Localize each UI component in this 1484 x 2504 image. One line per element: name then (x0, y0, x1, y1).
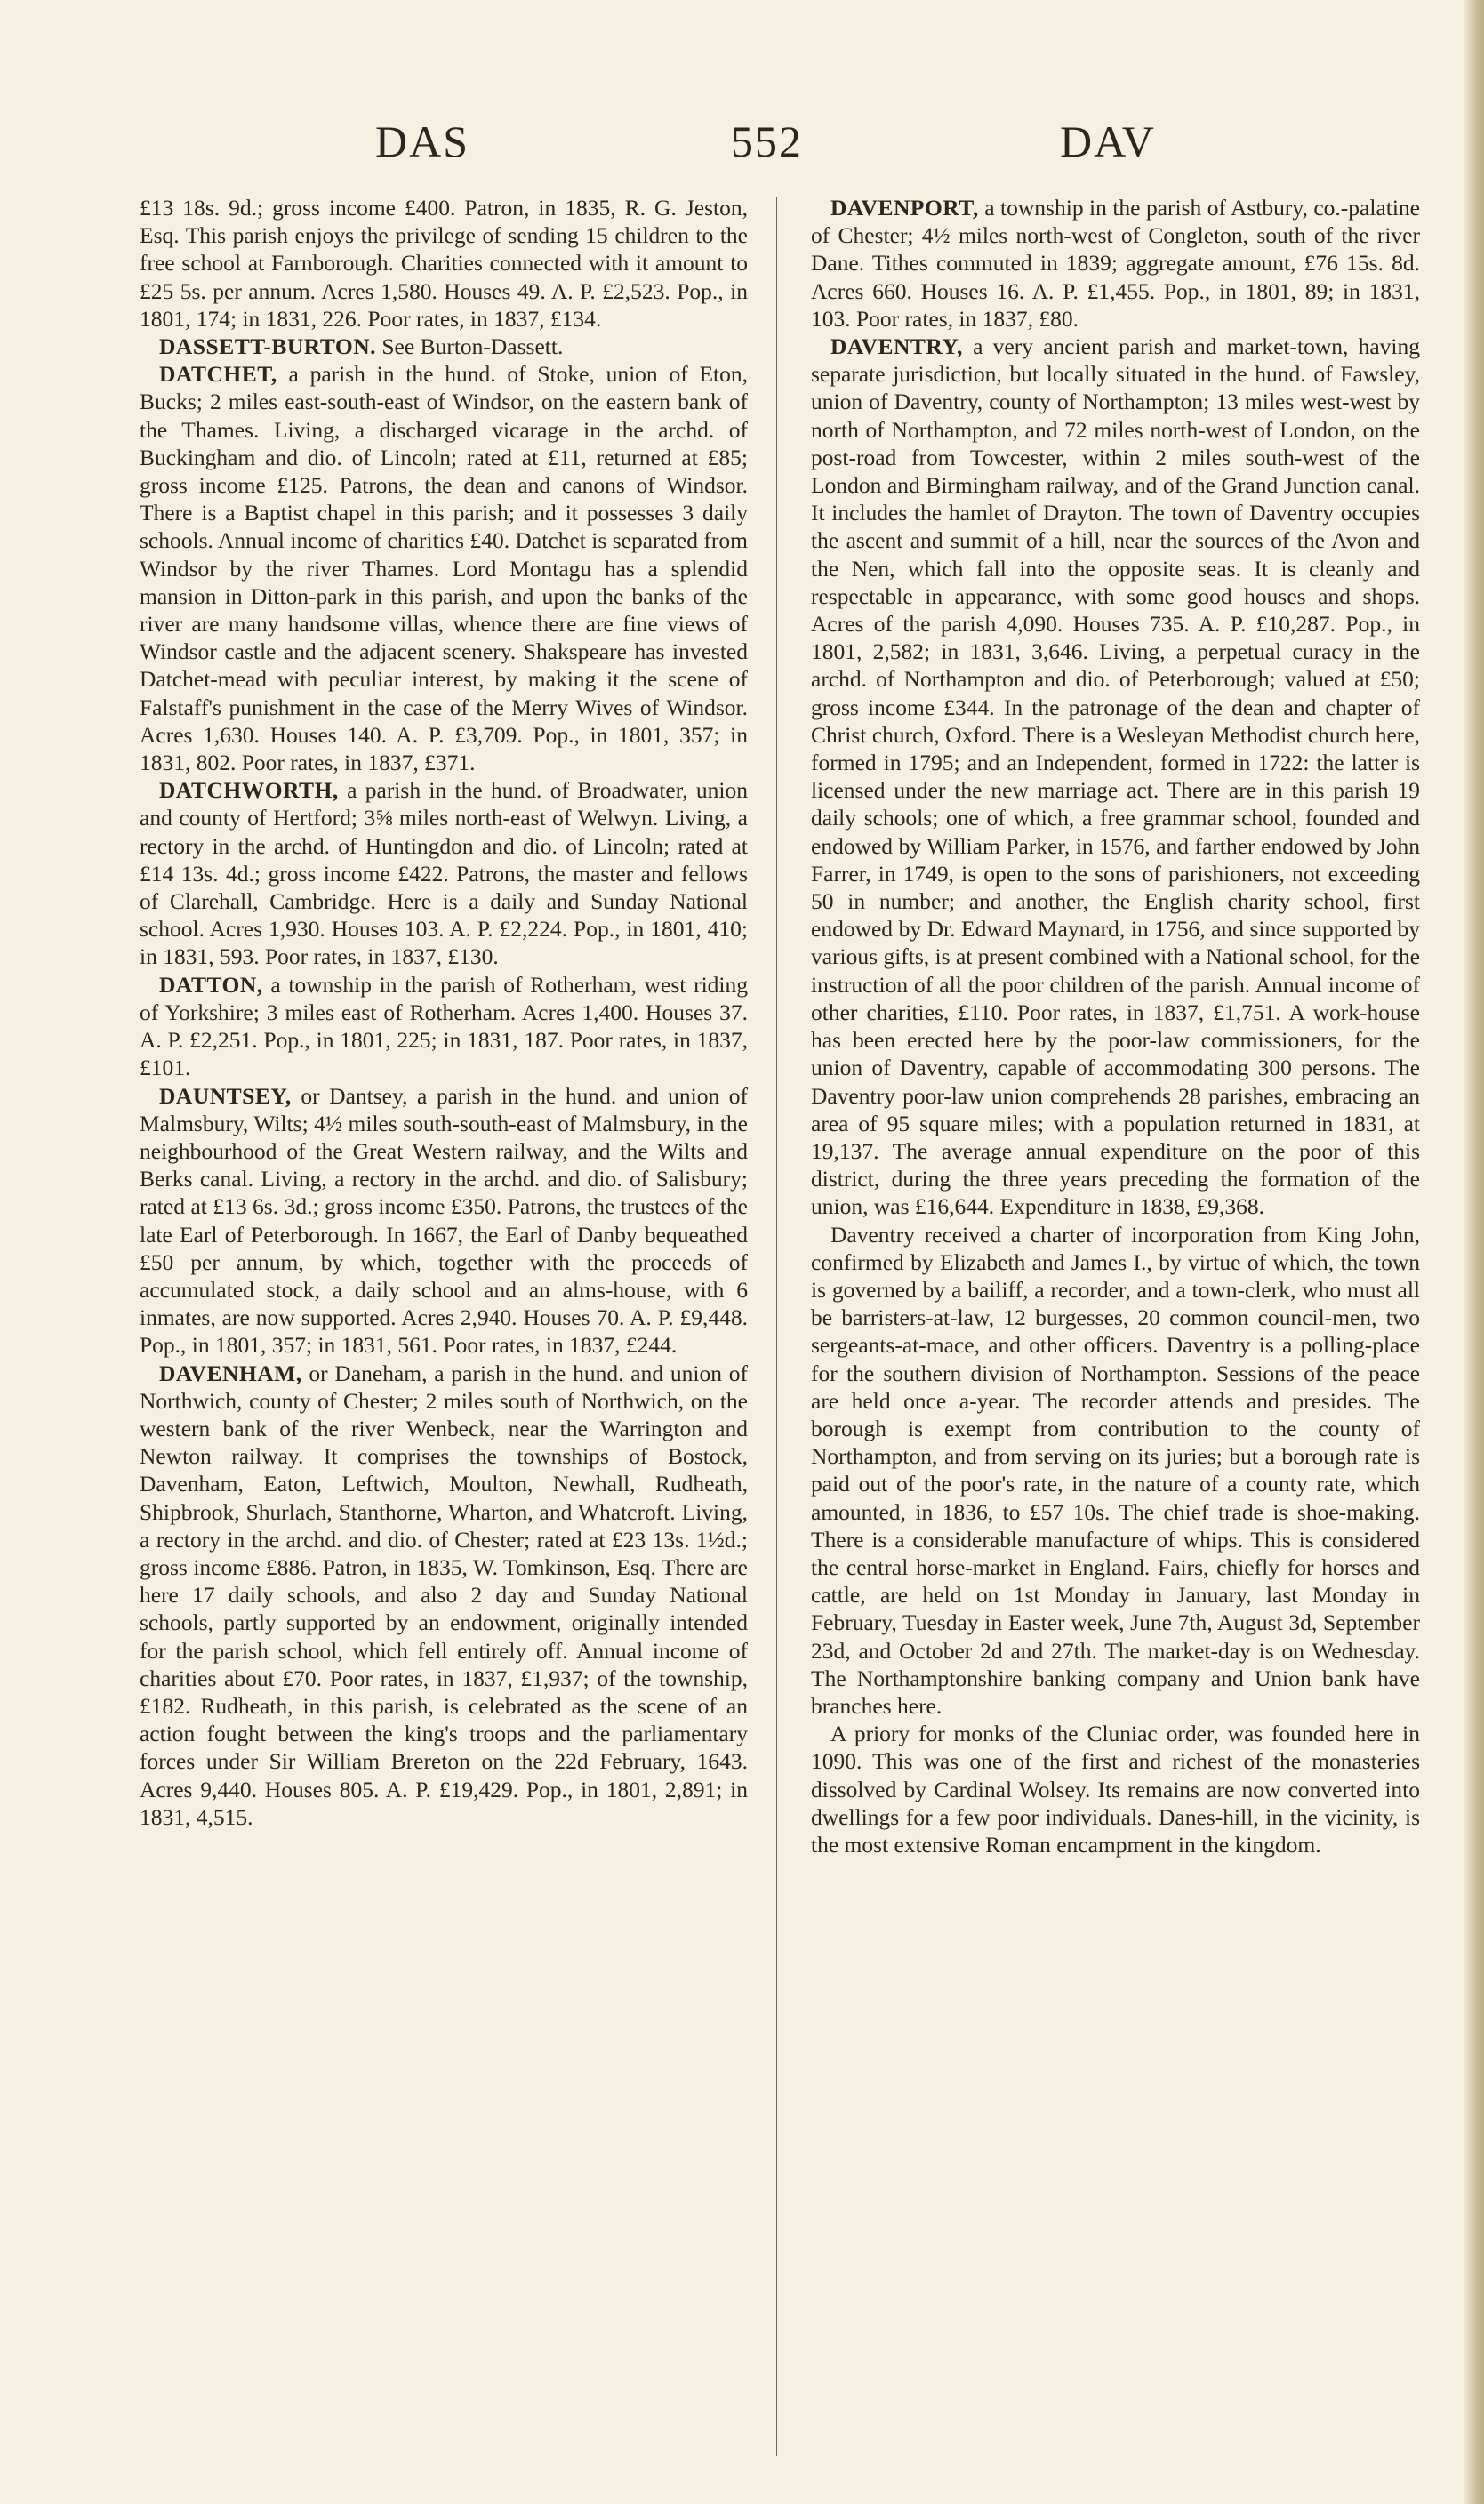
entry-text: or Dantsey, a parish in the hund. and union of Malmsbury, Wilts; 4½ miles south-south-east of Malmsbury, in the neighbourhood of the Great Western railway, and the Wilts and Berks canal. Living, a rectory in the archd. and dio. of Salisbury; rated at £13 6s. 3d.; gross income £350. Patrons, the trustees of the late Earl of Peterborough. In 1667, the Earl of Danby bequeathed £50 per annum, by which, together with the proceeds of accumulated stock, a daily school and an alms-house, with 6 inmates, are now supported. Acres 2,940. Houses 70. A. P. £9,448. Pop., in 1801, 357; in 1831, 561. Poor rates, in 1837, £244. (140, 1082, 749, 1359)
page-number: 552 (731, 116, 803, 166)
left-column (140, 194, 748, 1831)
entry-text: a very ancient parish and market-town, having separate jurisdiction, but locally situated in the hund. of Fawsley, union of Daventry, county of Northampton; 13 miles west-west by north of Northampton, and 72 miles north-west of London, on the post-road from Towcester, within 2 miles south-west of the London and Birmingham railway, and of the Grand Junction canal. It includes the hamlet of Drayton. The town of Daventry occupies the ascent and summit of a hill, near the sources of the Avon and the Nen, which fall into the opposite seas. It is cleanly and respectable in appearance, with some good houses and shops. Acres of the parish 4,090. Houses 735. A. P. £10,287. Pop., in 1801, 2,582; in 1831, 3,646. Living, a perpetual curacy in the archd. of Northampton and dio. of Peterborough; valued at £50; gross income £344. In the patronage of the dean and chapter of Christ church, Oxford. There is a Wesleyan Methodist church here, formed in 1795; and an Independent, formed in 1722: the latter is licensed under the new marriage act. There are in this parish 19 daily schools; one of which, a free grammar school, founded and endowed by William Parker, in 1576, and farther endowed by John Farrer, in 1749, is open to the sons of parishioners, not exceeding 50 in number; and another, the English charity school, first endowed by Dr. Edward Maynard, in 1756, and since supported by various gifts, is at present combined with a National school, for the instruction of all the poor children of the parish. Annual income of other charities, £110. Poor rates, in 1837, £1,751. A work-house has been erected here by the poor-law commissioners, for the union of Daventry, capable of accommodating 300 persons. The Daventry poor-law union comprehends 28 parishes, embracing an area of 95 square miles; with a population returned in 1831, at 19,137. The average annual expenditure on the poor of this district, during the three years preceding the formation of the union, was £16,644. Expenditure in 1838, £9,368. (811, 333, 1420, 1220)
entry-headword: DAUNTSEY, (159, 1082, 292, 1109)
paragraph-text: A priory for monks of the Cluniac order, was founded here in 1090. This was one of the first and richest of the monasteries dissolved by Cardinal Wolsey. Its remains are now converted into dwellings for a few poor individuals. Danes-hill, in the vicinity, is the most extensive Roman encampment in the kingdom. (811, 1721, 1420, 1858)
entry (140, 333, 748, 360)
paragraph (811, 1221, 1420, 1721)
entry-text: a township in the parish of Astbury, co.-palatine of Chester; 4½ miles north-west of Congleton, south of the river Dane. Tithes commuted in 1839; aggregate amount, £76 15s. 8d. Acres 660. Houses 16. A. P. £1,455. Pop., in 1801, 89; in 1831, 103. Poor rates, in 1837, £80. (811, 195, 1421, 332)
entry (140, 360, 748, 776)
entry (811, 194, 1420, 333)
entry-text: £13 18s. 9d.; gross income £400. Patron, in 1835, R. G. Jeston, Esq. This parish enjoys the privilege of sending 15 children to the free school at Farnborough. Charities connected with it amount to £25 5s. per annum. Acres 1,580. Houses 49. A. P. £2,523. Pop., in 1801, 174; in 1831, 226. Poor rates, in 1837, £134. (140, 195, 748, 332)
entry-text: See Burton-Dassett. (381, 333, 564, 360)
right-column (811, 194, 1420, 1858)
entry-headword: DAVENPORT, (830, 195, 979, 221)
entry-text: or Daneham, a parish in the hund. and union of Northwich, county of Chester; 2 miles south of Northwich, on the western bank of the river Wenbeck, near the Warrington and Newton railway. It comprises the townships of Bostock, Davenham, Eaton, Leftwich, Moulton, Newhall, Rudheath, Shipbrook, Shurlach, Stanthorne, Wharton, and Whatcroft. Living, a rectory in the archd. and dio. of Chester; rated at £23 13s. 1½d.; gross income £886. Patron, in 1835, W. Tomkinson, Esq. There are here 17 daily schools, and also 2 day and Sunday National schools, partly supported by an endowment, originally intended for the parish school, which fell entirely off. Annual income of charities about £70. Poor rates, in 1837, £1,937; of the township, £182. Rudheath, in this parish, is celebrated as the scene of an action fought between the king's troops and the parliamentary forces under Sir William Brereton on the 22d February, 1643. Acres 9,440. Houses 805. A. P. £19,429. Pop., in 1801, 2,891; in 1831, 4,515. (140, 1360, 748, 1830)
entry-text: a township in the parish of Rotherham, west riding of Yorkshire; 3 miles east of Rotherham. Acres 1,400. Houses 37. A. P. £2,251. Pop., in 1801, 225; in 1831, 187. Poor rates, in 1837, £101. (140, 971, 748, 1081)
paragraph (811, 1720, 1420, 1858)
entry (140, 776, 748, 970)
entry (811, 333, 1420, 1221)
entry (140, 1082, 748, 1360)
entry-headword: DAVENHAM, (159, 1360, 302, 1386)
entry-headword: DATCHWORTH, (159, 777, 339, 804)
entry (140, 1360, 748, 1831)
running-head-left: DAS (375, 116, 470, 166)
entry (140, 194, 748, 333)
entry-text: a parish in the hund. of Stoke, union of Eton, Bucks; 2 miles east-south-east of Windsor, on the eastern bank of the Thames. Living, a discharged vicarage in the archd. of Buckingham and dio. of Lincoln; rated at £11, returned at £85; gross income £125. Patrons, the dean and canons of Windsor. There is a Baptist chapel in this parish; and it possesses 3 daily schools. Annual income of charities £40. Datchet is separated from Windsor by the river Thames. Lord Montagu has a splendid mansion in Ditton-park in this parish, and upon the banks of the river are many handsome villas, whence there are fine views of Windsor castle and the adjacent scenery. Shakspeare has invested Datchet-mead with peculiar interest, by making it the scene of Falstaff's punishment in the case of the Merry Wives of Windsor. Acres 1,630. Houses 140. A. P. £3,709. Pop., in 1801, 357; in 1831, 802. Poor rates, in 1837, £371. (140, 361, 748, 776)
entry (140, 971, 748, 1082)
page-edge (1464, 0, 1484, 2504)
paragraph-text: Daventry received a charter of incorporation from King John, confirmed by Elizabeth and James I., by virtue of which, the town is governed by a bailiff, a recorder, and a town-clerk, who must all be barristers-at-law, 12 burgesses, 20 common council-men, two sergeants-at-mace, and other officers. Daventry is a polling-place for the southern division of Northampton. Sessions of the peace are held once a-year. The recorder attends and presides. The borough is exempt from contribution to the county of Northampton, and from serving on its juries; but a borough rate is paid out of the poor's rate, in the nature of a county rate, which amounted, in 1836, to £57 10s. The chief trade is shoe-making. There is a considerable manufacture of whips. This is considered the central horse-market in England. Fairs, chiefly for horses and cattle, are held on 1st Monday in January, last Monday in February, Tuesday in Easter week, June 7th, August 3d, September 23d, and October 2d and 27th. The market-day is on Wednesday. The Northamptonshire banking company and Union bank have branches here. (811, 1221, 1420, 1719)
running-head (133, 116, 1369, 178)
entry-headword: DATCHET, (159, 361, 277, 388)
entry-headword: DATTON, (159, 971, 263, 998)
running-head-right: DAV (1060, 116, 1156, 166)
entry-headword: DAVENTRY, (830, 333, 963, 360)
entry-text: a parish in the hund. of Broadwater, union and county of Hertford; 3⅝ miles north-east of Welwyn. Living, a rectory in the archd. of Huntingdon and dio. of Lincoln; rated at £14 13s. 4d.; gross income £422. Patrons, the master and fellows of Clarehall, Cambridge. Here is a daily and Sunday National school. Acres 1,930. Houses 103. A. P. £2,224. Pop., in 1801, 410; in 1831, 593. Poor rates, in 1837, £130. (140, 777, 748, 970)
entry-headword: DASSETT-BURTON. (159, 333, 376, 360)
column-rule (776, 197, 777, 2456)
